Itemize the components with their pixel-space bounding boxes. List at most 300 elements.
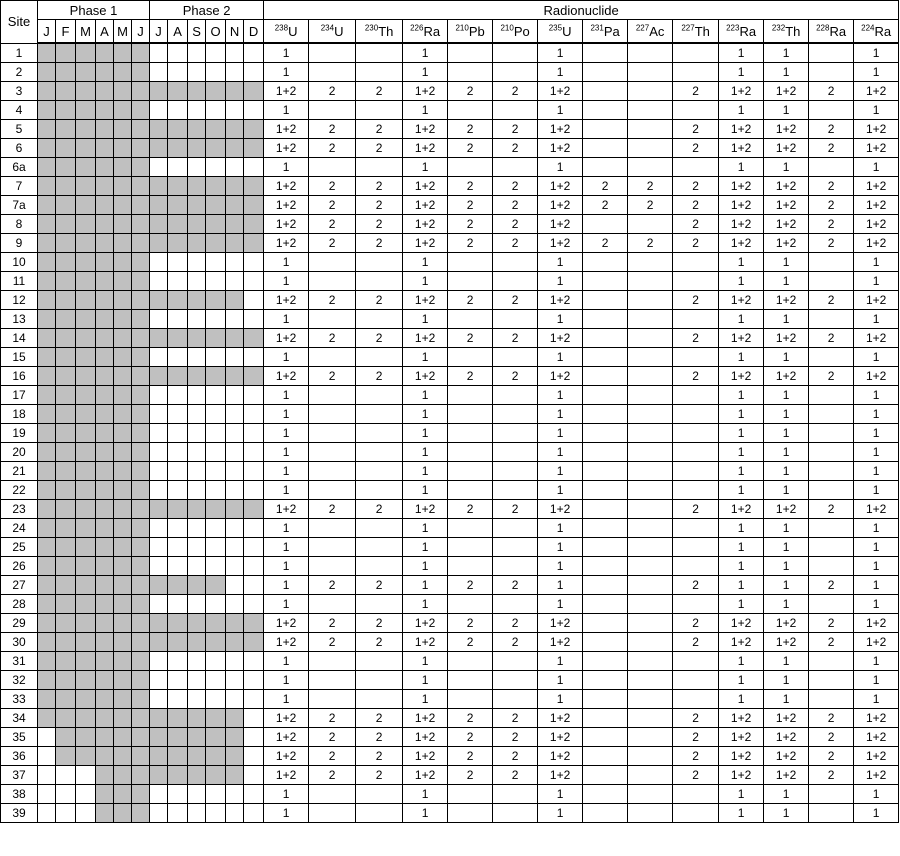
value-cell <box>583 405 628 424</box>
value-cell: 2 <box>448 215 493 234</box>
site-cell: 20 <box>1 443 38 462</box>
value-cell: 1 <box>854 443 899 462</box>
value-cell: 1 <box>264 253 309 272</box>
site-cell: 37 <box>1 766 38 785</box>
month-cell <box>150 329 168 348</box>
month-cell <box>56 120 76 139</box>
site-cell: 4 <box>1 101 38 120</box>
month-cell <box>38 785 56 804</box>
site-cell: 6 <box>1 139 38 158</box>
month-cell <box>244 253 264 272</box>
value-cell: 1+2 <box>854 120 899 139</box>
value-cell <box>448 595 493 614</box>
month-cell <box>56 196 76 215</box>
value-cell: 2 <box>356 576 403 595</box>
value-cell: 1 <box>538 576 583 595</box>
value-cell: 1 <box>403 310 448 329</box>
month-cell <box>132 424 150 443</box>
value-cell: 1+2 <box>764 766 809 785</box>
month-cell <box>38 63 56 82</box>
phase2-header: Phase 2 <box>150 1 264 20</box>
month-cell <box>206 462 226 481</box>
table-row <box>1 576 899 595</box>
value-cell <box>448 538 493 557</box>
value-cell: 1+2 <box>764 747 809 766</box>
month-cell <box>114 443 132 462</box>
month-cell <box>132 519 150 538</box>
month-cell <box>56 215 76 234</box>
month-cell <box>206 43 226 63</box>
table-row <box>1 614 899 633</box>
value-cell <box>628 329 673 348</box>
value-cell <box>628 576 673 595</box>
value-cell: 2 <box>493 215 538 234</box>
month-cell <box>38 120 56 139</box>
nuclide-mass-number: 227 <box>681 23 695 33</box>
value-cell: 1 <box>719 63 764 82</box>
month-cell <box>168 500 188 519</box>
value-cell: 1+2 <box>719 215 764 234</box>
month-cell <box>132 671 150 690</box>
value-cell <box>628 82 673 101</box>
site-cell: 13 <box>1 310 38 329</box>
value-cell <box>809 405 854 424</box>
value-cell: 1 <box>538 804 583 823</box>
nuclide-element: Ac <box>649 23 665 39</box>
month-cell <box>188 709 206 728</box>
month-cell <box>56 785 76 804</box>
month-cell <box>76 329 96 348</box>
value-cell: 1 <box>764 785 809 804</box>
value-cell: 2 <box>809 500 854 519</box>
value-cell: 1 <box>764 576 809 595</box>
table-row <box>1 804 899 823</box>
value-cell: 2 <box>809 234 854 253</box>
nuclide-mass-number: 210 <box>500 23 514 33</box>
value-cell: 2 <box>673 215 719 234</box>
value-cell: 1 <box>854 101 899 120</box>
month-cell <box>150 747 168 766</box>
value-cell <box>673 386 719 405</box>
value-cell <box>493 462 538 481</box>
value-cell <box>493 804 538 823</box>
value-cell <box>809 671 854 690</box>
table-row <box>1 538 899 557</box>
month-cell <box>188 43 206 63</box>
month-cell <box>96 500 114 519</box>
value-cell: 2 <box>356 747 403 766</box>
value-cell <box>628 728 673 747</box>
month-cell <box>96 443 114 462</box>
value-cell <box>583 747 628 766</box>
month-cell <box>244 633 264 652</box>
month-cell <box>38 443 56 462</box>
value-cell: 1 <box>764 348 809 367</box>
month-cell <box>76 538 96 557</box>
value-cell: 2 <box>673 633 719 652</box>
month-cell <box>168 253 188 272</box>
value-cell <box>356 310 403 329</box>
month-cell <box>56 443 76 462</box>
value-cell <box>673 519 719 538</box>
value-cell: 1+2 <box>764 329 809 348</box>
value-cell: 1 <box>403 101 448 120</box>
value-cell: 2 <box>309 291 356 310</box>
nuclide-element: Pa <box>603 23 620 39</box>
month-cell <box>96 690 114 709</box>
site-cell: 1 <box>1 43 38 63</box>
month-cell <box>96 272 114 291</box>
value-cell: 1+2 <box>854 291 899 310</box>
value-cell <box>493 652 538 671</box>
month-cell <box>56 595 76 614</box>
nuclide-mass-number: 232 <box>771 23 786 33</box>
nuclide-mass-number: 235 <box>548 23 563 33</box>
value-cell <box>493 253 538 272</box>
value-cell: 2 <box>493 234 538 253</box>
table-body <box>1 43 899 823</box>
month-cell <box>150 215 168 234</box>
value-cell <box>628 120 673 139</box>
value-cell <box>809 158 854 177</box>
value-cell: 1+2 <box>264 177 309 196</box>
value-cell: 2 <box>673 234 719 253</box>
month-cell <box>244 766 264 785</box>
value-cell: 1+2 <box>403 215 448 234</box>
month-cell <box>96 405 114 424</box>
month-cell <box>56 158 76 177</box>
nuclide-mass-number: 224 <box>861 23 875 33</box>
value-cell <box>809 253 854 272</box>
value-cell <box>309 253 356 272</box>
month-cell <box>96 101 114 120</box>
value-cell <box>493 671 538 690</box>
month-cell <box>206 101 226 120</box>
value-cell <box>493 63 538 82</box>
month-cell <box>76 386 96 405</box>
month-cell <box>244 500 264 519</box>
table-row <box>1 462 899 481</box>
value-cell: 1+2 <box>854 329 899 348</box>
nuclide-header <box>583 20 628 44</box>
site-cell: 14 <box>1 329 38 348</box>
value-cell <box>673 595 719 614</box>
value-cell <box>628 348 673 367</box>
value-cell: 2 <box>673 291 719 310</box>
value-cell: 1 <box>538 462 583 481</box>
value-cell <box>673 671 719 690</box>
month-cell <box>188 785 206 804</box>
value-cell: 2 <box>493 291 538 310</box>
month-cell <box>132 804 150 823</box>
value-cell <box>309 443 356 462</box>
table-row <box>1 367 899 386</box>
month-cell <box>132 139 150 158</box>
table-row <box>1 690 899 709</box>
value-cell <box>628 272 673 291</box>
month-cell <box>244 462 264 481</box>
month-cell <box>244 215 264 234</box>
nuclide-element: Ra <box>423 23 441 39</box>
month-cell <box>114 652 132 671</box>
month-cell <box>76 63 96 82</box>
value-cell: 2 <box>448 709 493 728</box>
table-row <box>1 43 899 63</box>
month-cell <box>96 291 114 310</box>
value-cell: 2 <box>493 500 538 519</box>
month-cell <box>150 405 168 424</box>
month-cell <box>226 538 244 557</box>
month-cell <box>114 614 132 633</box>
value-cell <box>309 462 356 481</box>
table-row <box>1 747 899 766</box>
value-cell <box>356 671 403 690</box>
nuclide-mass-number: 228 <box>816 23 830 33</box>
value-cell: 1 <box>403 785 448 804</box>
value-cell: 2 <box>448 82 493 101</box>
value-cell <box>673 43 719 63</box>
month-cell <box>168 120 188 139</box>
value-cell: 1+2 <box>264 82 309 101</box>
month-cell <box>56 43 76 63</box>
month-cell <box>168 272 188 291</box>
value-cell: 1+2 <box>264 367 309 386</box>
month-cell <box>188 367 206 386</box>
site-cell: 32 <box>1 671 38 690</box>
value-cell: 2 <box>809 196 854 215</box>
month-cell <box>114 557 132 576</box>
month-cell <box>244 196 264 215</box>
value-cell: 1+2 <box>719 120 764 139</box>
month-cell <box>132 766 150 785</box>
value-cell: 2 <box>809 633 854 652</box>
month-cell <box>244 595 264 614</box>
month-cell <box>76 728 96 747</box>
month-cell <box>188 120 206 139</box>
nuclide-mass-number: 238 <box>274 23 289 33</box>
month-cell <box>76 462 96 481</box>
month-cell <box>206 538 226 557</box>
month-cell <box>226 177 244 196</box>
value-cell: 1 <box>764 538 809 557</box>
value-cell <box>583 785 628 804</box>
value-cell: 1 <box>403 652 448 671</box>
value-cell <box>493 158 538 177</box>
month-cell <box>132 785 150 804</box>
month-cell <box>114 272 132 291</box>
value-cell <box>356 424 403 443</box>
value-cell: 1 <box>719 424 764 443</box>
value-cell: 1 <box>854 671 899 690</box>
month-cell <box>188 158 206 177</box>
value-cell <box>448 63 493 82</box>
month-cell <box>56 82 76 101</box>
value-cell <box>809 519 854 538</box>
value-cell <box>583 443 628 462</box>
value-cell: 2 <box>309 576 356 595</box>
value-cell <box>673 481 719 500</box>
value-cell: 2 <box>309 120 356 139</box>
value-cell <box>809 101 854 120</box>
site-cell: 36 <box>1 747 38 766</box>
value-cell: 2 <box>356 329 403 348</box>
month-cell <box>226 443 244 462</box>
value-cell: 2 <box>448 576 493 595</box>
month-cell <box>38 196 56 215</box>
month-cell <box>244 234 264 253</box>
month-cell <box>226 215 244 234</box>
month-cell <box>244 139 264 158</box>
value-cell: 1 <box>719 519 764 538</box>
value-cell: 1 <box>719 348 764 367</box>
value-cell: 1+2 <box>264 139 309 158</box>
month-cell <box>226 595 244 614</box>
value-cell: 1+2 <box>854 500 899 519</box>
value-cell: 1+2 <box>719 329 764 348</box>
month-cell <box>132 652 150 671</box>
table-row <box>1 766 899 785</box>
month-cell <box>244 614 264 633</box>
value-cell <box>583 500 628 519</box>
month-cell <box>96 709 114 728</box>
value-cell: 1 <box>854 272 899 291</box>
value-cell: 1 <box>403 272 448 291</box>
value-cell: 1 <box>764 557 809 576</box>
month-cell <box>76 652 96 671</box>
value-cell <box>809 310 854 329</box>
value-cell <box>309 690 356 709</box>
value-cell: 1 <box>719 43 764 63</box>
month-cell <box>114 576 132 595</box>
value-cell: 1+2 <box>403 633 448 652</box>
value-cell <box>493 595 538 614</box>
month-cell <box>38 709 56 728</box>
value-cell: 2 <box>309 728 356 747</box>
value-cell: 1+2 <box>854 367 899 386</box>
month-cell <box>226 614 244 633</box>
nuclide-header <box>673 20 719 44</box>
value-cell: 2 <box>809 709 854 728</box>
month-cell <box>114 671 132 690</box>
table-row <box>1 424 899 443</box>
value-cell: 1+2 <box>764 500 809 519</box>
value-cell <box>673 652 719 671</box>
month-cell <box>132 63 150 82</box>
month-cell <box>244 728 264 747</box>
month-cell <box>188 101 206 120</box>
value-cell: 1 <box>764 690 809 709</box>
month-cell <box>168 443 188 462</box>
month-cell <box>226 690 244 709</box>
value-cell: 2 <box>493 329 538 348</box>
value-cell: 1+2 <box>538 82 583 101</box>
site-cell: 38 <box>1 785 38 804</box>
value-cell <box>356 538 403 557</box>
value-cell: 1+2 <box>764 215 809 234</box>
month-header: S <box>188 20 206 44</box>
value-cell: 1 <box>403 253 448 272</box>
value-cell <box>583 253 628 272</box>
value-cell: 2 <box>809 614 854 633</box>
value-cell <box>628 766 673 785</box>
month-cell <box>114 196 132 215</box>
month-cell <box>132 557 150 576</box>
month-cell <box>168 557 188 576</box>
value-cell: 1+2 <box>854 747 899 766</box>
month-cell <box>150 367 168 386</box>
month-cell <box>76 633 96 652</box>
value-cell <box>628 500 673 519</box>
value-cell: 1+2 <box>538 747 583 766</box>
month-cell <box>188 234 206 253</box>
value-cell: 2 <box>583 234 628 253</box>
month-cell <box>206 652 226 671</box>
table-row <box>1 139 899 158</box>
value-cell: 2 <box>356 728 403 747</box>
value-cell <box>583 766 628 785</box>
value-cell <box>583 310 628 329</box>
month-cell <box>132 690 150 709</box>
site-cell: 23 <box>1 500 38 519</box>
value-cell <box>448 101 493 120</box>
month-cell <box>150 500 168 519</box>
month-cell <box>96 215 114 234</box>
table-row <box>1 405 899 424</box>
value-cell: 1+2 <box>403 709 448 728</box>
value-cell: 1+2 <box>538 120 583 139</box>
value-cell: 1 <box>538 405 583 424</box>
month-cell <box>150 139 168 158</box>
month-cell <box>114 177 132 196</box>
month-cell <box>76 424 96 443</box>
month-cell <box>38 405 56 424</box>
value-cell <box>309 671 356 690</box>
month-cell <box>38 576 56 595</box>
value-cell <box>583 158 628 177</box>
nuclide-mass-number: 223 <box>726 23 740 33</box>
month-cell <box>76 291 96 310</box>
month-cell <box>244 747 264 766</box>
month-cell <box>206 519 226 538</box>
value-cell: 2 <box>309 196 356 215</box>
value-cell: 2 <box>809 139 854 158</box>
value-cell: 1+2 <box>854 139 899 158</box>
month-cell <box>114 82 132 101</box>
month-cell <box>114 690 132 709</box>
month-cell <box>168 386 188 405</box>
table-row <box>1 348 899 367</box>
value-cell: 1+2 <box>403 500 448 519</box>
month-cell <box>168 310 188 329</box>
month-cell <box>150 272 168 291</box>
value-cell <box>493 310 538 329</box>
month-cell <box>150 785 168 804</box>
month-cell <box>206 405 226 424</box>
value-cell: 1 <box>764 101 809 120</box>
month-cell <box>244 272 264 291</box>
value-cell <box>809 386 854 405</box>
value-cell: 1+2 <box>403 766 448 785</box>
value-cell: 1+2 <box>764 120 809 139</box>
month-cell <box>76 576 96 595</box>
month-cell <box>244 709 264 728</box>
month-cell <box>188 652 206 671</box>
value-cell: 2 <box>493 576 538 595</box>
month-cell <box>206 804 226 823</box>
value-cell: 1+2 <box>719 367 764 386</box>
value-cell: 1 <box>854 652 899 671</box>
value-cell <box>448 804 493 823</box>
